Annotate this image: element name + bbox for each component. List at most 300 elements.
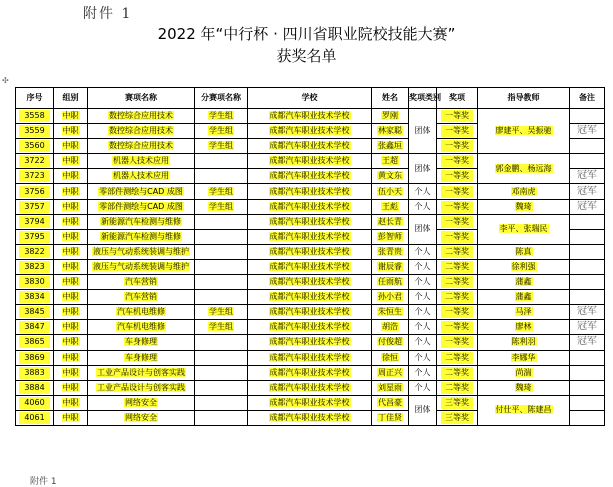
table-row <box>16 244 605 259</box>
header-cell: 赛项名称 <box>88 88 195 109</box>
note-cell <box>570 139 605 154</box>
group-cell <box>54 139 88 154</box>
teacher-cell-text: 陈利羽 <box>511 337 536 347</box>
student-name-cell-text: 张青贵 <box>378 246 402 256</box>
award-cell-text: 二等奖 <box>441 246 474 258</box>
event-cell <box>88 290 195 305</box>
note-cell <box>570 229 605 244</box>
student-name-cell-text: 张鑫垣 <box>378 141 402 151</box>
group-cell <box>54 199 88 214</box>
sub-event-cell-text: 学生组 <box>209 141 233 151</box>
teacher-cell-text: 徐利强 <box>511 261 536 271</box>
sub-event-cell <box>195 184 248 199</box>
school-cell <box>248 214 372 229</box>
header-cell: 序号 <box>16 88 54 109</box>
school-cell-text: 成都汽车职业技术学校 <box>269 201 350 211</box>
award-category-cell-text: 个人 <box>414 307 431 317</box>
note-cell-text: 冠军 <box>577 200 597 212</box>
award-category-cell-text: 团体 <box>414 163 431 173</box>
teacher-cell-text: 邓南虎 <box>511 186 536 196</box>
award-cell-text: 一等奖 <box>441 201 474 213</box>
student-name-cell-text: 周正兴 <box>378 367 402 377</box>
note-cell <box>570 350 605 365</box>
sub-event-cell <box>195 275 248 290</box>
student-name-cell-text: 王超 <box>382 156 398 166</box>
student-name-cell-text: 任雨航 <box>378 277 402 287</box>
school-cell <box>248 320 372 335</box>
group-cell <box>54 109 88 124</box>
group-cell <box>54 275 88 290</box>
student-name-cell <box>372 335 409 350</box>
student-name-cell <box>372 244 409 259</box>
serial-cell-text: 3559 <box>19 125 49 137</box>
group-cell <box>54 124 88 139</box>
serial-cell <box>16 154 54 169</box>
document-subtitle: 获奖名单 <box>276 47 337 65</box>
table-row <box>16 199 605 214</box>
group-cell-text: 中职 <box>62 322 79 332</box>
group-cell <box>54 320 88 335</box>
award-cell <box>437 124 478 139</box>
award-category-cell <box>409 184 437 199</box>
award-cell <box>437 229 478 244</box>
note-cell-text: 冠军 <box>577 170 597 182</box>
serial-cell-text: 4061 <box>19 412 49 424</box>
award-category-cell <box>409 275 437 290</box>
school-cell-text: 成都汽车职业技术学校 <box>269 156 350 166</box>
header-cell: 奖项类别 <box>409 88 437 109</box>
award-cell-text: 二等奖 <box>441 291 474 303</box>
serial-cell-text: 3834 <box>19 291 49 303</box>
group-cell-text: 中职 <box>62 307 79 317</box>
award-category-cell-text: 团体 <box>414 224 431 234</box>
student-name-cell <box>372 184 409 199</box>
award-cell-text: 二等奖 <box>441 367 474 379</box>
school-cell <box>248 305 372 320</box>
award-cell-text: 三等奖 <box>441 397 474 409</box>
event-cell <box>88 109 195 124</box>
school-cell-text: 成都汽车职业技术学校 <box>269 367 350 377</box>
serial-cell-text: 3794 <box>19 216 49 228</box>
group-cell-text: 中职 <box>62 261 79 271</box>
sub-event-cell <box>195 320 248 335</box>
sub-event-cell-text: 学生组 <box>209 111 233 121</box>
group-cell <box>54 229 88 244</box>
event-cell-text: 零部件测绘与CAD 成图 <box>99 186 183 196</box>
event-cell <box>88 169 195 184</box>
event-cell-text: 零部件测绘与CAD 成图 <box>99 201 183 211</box>
student-name-cell-text: 伍小天 <box>378 186 402 196</box>
school-cell <box>248 169 372 184</box>
award-category-cell-text: 个人 <box>414 201 431 211</box>
note-cell-text: 冠军 <box>577 306 597 318</box>
sub-event-cell-text: 学生组 <box>209 186 233 196</box>
school-cell <box>248 380 372 395</box>
note-cell <box>570 154 605 169</box>
table-row <box>16 395 605 410</box>
note-cell <box>570 259 605 274</box>
school-cell <box>248 395 372 410</box>
group-cell-text: 中职 <box>62 277 79 287</box>
award-cell-text: 一等奖 <box>441 140 474 152</box>
student-name-cell-text: 代昌豪 <box>378 397 402 407</box>
header-cell: 学校 <box>248 88 372 109</box>
sub-event-cell <box>195 214 248 229</box>
award-cell <box>437 410 478 425</box>
sub-event-cell <box>195 290 248 305</box>
award-cell-text: 一等奖 <box>441 110 474 122</box>
award-category-cell-text: 个人 <box>414 367 431 377</box>
school-cell <box>248 139 372 154</box>
student-name-cell-text: 赵长青 <box>378 216 402 226</box>
note-cell-text: 冠军 <box>577 336 597 348</box>
event-cell <box>88 259 195 274</box>
serial-cell <box>16 244 54 259</box>
award-cell <box>437 320 478 335</box>
student-name-cell <box>372 139 409 154</box>
award-category-cell <box>409 199 437 214</box>
group-cell <box>54 184 88 199</box>
note-cell <box>570 365 605 380</box>
event-cell-text: 机器人技术应用 <box>113 156 169 166</box>
teacher-cell-text: 陈真 <box>515 246 532 256</box>
serial-cell-text: 3757 <box>19 201 49 213</box>
event-cell <box>88 139 195 154</box>
serial-cell-text: 3558 <box>19 110 49 122</box>
group-cell <box>54 154 88 169</box>
school-cell-text: 成都汽车职业技术学校 <box>269 141 350 151</box>
student-name-cell <box>372 395 409 410</box>
group-cell <box>54 244 88 259</box>
award-cell-text: 二等奖 <box>441 276 474 288</box>
award-category-cell-text: 个人 <box>414 382 431 392</box>
event-cell <box>88 154 195 169</box>
event-cell-text: 汽车营销 <box>125 292 157 302</box>
award-category-cell <box>409 154 437 184</box>
serial-cell <box>16 184 54 199</box>
award-cell-text: 二等奖 <box>441 352 474 364</box>
event-cell-text: 数控综合应用技术 <box>109 126 173 136</box>
event-cell-text: 液压与气动系统装调与维护 <box>93 246 189 256</box>
sub-event-cell <box>195 410 248 425</box>
teacher-cell <box>478 259 570 274</box>
award-cell <box>437 275 478 290</box>
award-category-cell-text: 团体 <box>414 126 431 136</box>
student-name-cell-text: 付俊超 <box>378 337 402 347</box>
note-cell <box>570 290 605 305</box>
student-name-cell <box>372 380 409 395</box>
group-cell-text: 中职 <box>62 412 79 422</box>
award-cell <box>437 259 478 274</box>
serial-cell-text: 3883 <box>19 367 49 379</box>
award-cell <box>437 184 478 199</box>
school-cell-text: 成都汽车职业技术学校 <box>269 186 350 196</box>
sub-event-cell <box>195 365 248 380</box>
student-name-cell <box>372 154 409 169</box>
teacher-cell-text: 李平、张瑞民 <box>499 224 548 234</box>
teacher-cell <box>478 380 570 395</box>
table-move-handle-icon[interactable]: ✣ <box>2 76 9 85</box>
teacher-cell-text: 魏琦 <box>515 201 532 211</box>
teacher-cell <box>478 335 570 350</box>
event-cell <box>88 199 195 214</box>
serial-cell <box>16 259 54 274</box>
school-cell-text: 成都汽车职业技术学校 <box>269 126 350 136</box>
group-cell-text: 中职 <box>62 186 79 196</box>
student-name-cell-text: 王彪 <box>382 201 398 211</box>
student-name-cell-text: 朱恒生 <box>378 307 402 317</box>
school-cell-text: 成都汽车职业技术学校 <box>269 111 350 121</box>
serial-cell <box>16 305 54 320</box>
teacher-cell-text: 李娜华 <box>511 352 536 362</box>
event-cell <box>88 380 195 395</box>
award-category-cell <box>409 320 437 335</box>
event-cell <box>88 365 195 380</box>
serial-cell <box>16 290 54 305</box>
school-cell-text: 成都汽车职业技术学校 <box>269 216 350 226</box>
event-cell-text: 数控综合应用技术 <box>109 111 173 121</box>
note-cell <box>570 124 605 139</box>
school-cell-text: 成都汽车职业技术学校 <box>269 322 350 332</box>
teacher-cell <box>478 154 570 184</box>
serial-cell <box>16 410 54 425</box>
group-cell-text: 中职 <box>62 141 79 151</box>
table-row <box>16 275 605 290</box>
note-cell <box>570 320 605 335</box>
group-cell <box>54 169 88 184</box>
teacher-cell <box>478 350 570 365</box>
group-cell-text: 中职 <box>62 171 79 181</box>
student-name-cell <box>372 350 409 365</box>
group-cell-text: 中职 <box>62 337 79 347</box>
award-cell <box>437 305 478 320</box>
group-cell-text: 中职 <box>62 382 79 392</box>
note-cell <box>570 169 605 184</box>
event-cell-text: 新能源汽车检测与维修 <box>101 231 181 241</box>
school-cell-text: 成都汽车职业技术学校 <box>269 412 350 422</box>
teacher-cell <box>478 109 570 154</box>
table-row <box>16 184 605 199</box>
award-cell-text: 一等奖 <box>441 186 474 198</box>
award-category-cell-text: 个人 <box>414 277 431 287</box>
award-category-cell <box>409 335 437 350</box>
event-cell-text: 汽车机电维修 <box>117 307 165 317</box>
teacher-cell <box>478 244 570 259</box>
award-category-cell <box>409 290 437 305</box>
school-cell-text: 成都汽车职业技术学校 <box>269 397 350 407</box>
serial-cell <box>16 365 54 380</box>
sub-event-cell <box>195 169 248 184</box>
award-category-cell <box>409 109 437 154</box>
group-cell-text: 中职 <box>62 367 79 377</box>
event-cell <box>88 124 195 139</box>
header-cell: 奖项 <box>437 88 478 109</box>
award-cell-text: 一等奖 <box>441 125 474 137</box>
group-cell-text: 中职 <box>62 201 79 211</box>
school-cell <box>248 335 372 350</box>
student-name-cell-text: 谢辰睿 <box>378 261 402 271</box>
award-cell <box>437 380 478 395</box>
event-cell <box>88 410 195 425</box>
award-cell-text: 三等奖 <box>441 412 474 424</box>
event-cell-text: 数控综合应用技术 <box>109 141 173 151</box>
event-cell <box>88 229 195 244</box>
serial-cell <box>16 139 54 154</box>
teacher-cell-text: 魏琦 <box>515 382 532 392</box>
award-cell <box>437 214 478 229</box>
group-cell-text: 中职 <box>62 231 79 241</box>
award-category-cell-text: 个人 <box>414 292 431 302</box>
serial-cell <box>16 229 54 244</box>
note-cell <box>570 410 605 425</box>
school-cell <box>248 365 372 380</box>
group-cell-text: 中职 <box>62 246 79 256</box>
student-name-cell <box>372 199 409 214</box>
school-cell-text: 成都汽车职业技术学校 <box>269 382 350 392</box>
header-cell: 指导教师 <box>478 88 570 109</box>
group-cell-text: 中职 <box>62 111 79 121</box>
award-cell <box>437 139 478 154</box>
serial-cell <box>16 320 54 335</box>
sub-event-cell <box>195 380 248 395</box>
serial-cell-text: 3847 <box>19 321 49 333</box>
student-name-cell <box>372 169 409 184</box>
teacher-cell <box>478 290 570 305</box>
event-cell-text: 液压与气动系统装调与维护 <box>93 261 189 271</box>
teacher-cell <box>478 184 570 199</box>
school-cell-text: 成都汽车职业技术学校 <box>269 352 350 362</box>
school-cell <box>248 124 372 139</box>
award-cell <box>437 350 478 365</box>
group-cell-text: 中职 <box>62 126 79 136</box>
note-cell <box>570 335 605 350</box>
serial-cell-text: 3869 <box>19 352 49 364</box>
note-cell-text: 冠军 <box>577 321 597 333</box>
serial-cell-text: 3723 <box>19 170 49 182</box>
sub-event-cell <box>195 350 248 365</box>
award-category-cell <box>409 214 437 244</box>
teacher-cell <box>478 199 570 214</box>
serial-cell <box>16 109 54 124</box>
school-cell <box>248 109 372 124</box>
event-cell-text: 新能源汽车检测与维修 <box>101 216 181 226</box>
sub-event-cell <box>195 244 248 259</box>
event-cell <box>88 350 195 365</box>
award-category-cell-text: 个人 <box>414 352 431 362</box>
student-name-cell-text: 彭智师 <box>378 231 402 241</box>
school-cell <box>248 229 372 244</box>
sub-event-cell <box>195 229 248 244</box>
teacher-cell <box>478 395 570 425</box>
sub-event-cell-text: 学生组 <box>209 307 233 317</box>
sub-event-cell <box>195 395 248 410</box>
serial-cell <box>16 380 54 395</box>
student-name-cell-text: 孙小君 <box>378 292 402 302</box>
sub-event-cell <box>195 139 248 154</box>
school-cell <box>248 275 372 290</box>
sub-event-cell <box>195 259 248 274</box>
school-cell-text: 成都汽车职业技术学校 <box>269 292 350 302</box>
header-cell: 分赛项名称 <box>195 88 248 109</box>
school-cell <box>248 184 372 199</box>
award-category-cell-text: 团体 <box>414 405 431 415</box>
group-cell <box>54 290 88 305</box>
note-cell <box>570 275 605 290</box>
school-cell-text: 成都汽车职业技术学校 <box>269 277 350 287</box>
sub-event-cell <box>195 305 248 320</box>
award-category-cell-text: 个人 <box>414 186 431 196</box>
serial-cell-text: 3560 <box>19 140 49 152</box>
school-cell <box>248 290 372 305</box>
serial-cell <box>16 199 54 214</box>
school-cell-text: 成都汽车职业技术学校 <box>269 231 350 241</box>
event-cell-text: 车身修理 <box>125 337 157 347</box>
group-cell-text: 中职 <box>62 292 79 302</box>
student-name-cell <box>372 410 409 425</box>
school-cell <box>248 259 372 274</box>
serial-cell-text: 3822 <box>19 246 49 258</box>
table-row <box>16 350 605 365</box>
award-cell-text: 一等奖 <box>441 306 474 318</box>
table-row <box>16 320 605 335</box>
award-category-cell-text: 个人 <box>414 337 431 347</box>
award-category-cell <box>409 380 437 395</box>
award-cell <box>437 154 478 169</box>
award-cell <box>437 199 478 214</box>
award-cell <box>437 290 478 305</box>
student-name-cell-text: 刘星雨 <box>378 382 402 392</box>
student-name-cell <box>372 365 409 380</box>
event-cell-text: 机器人技术应用 <box>113 171 169 181</box>
award-cell <box>437 169 478 184</box>
header-cell: 备注 <box>570 88 605 109</box>
serial-cell-text: 3830 <box>19 276 49 288</box>
group-cell-text: 中职 <box>62 216 79 226</box>
award-cell-text: 一等奖 <box>441 216 474 228</box>
table-body <box>16 109 605 426</box>
award-cell-text: 一等奖 <box>441 231 474 243</box>
teacher-cell <box>478 275 570 290</box>
sub-event-cell-text: 学生组 <box>209 201 233 211</box>
serial-cell-text: 3756 <box>19 186 49 198</box>
school-cell <box>248 154 372 169</box>
group-cell-text: 中职 <box>62 352 79 362</box>
student-name-cell-text: 罗刚 <box>382 111 398 121</box>
serial-cell <box>16 214 54 229</box>
school-cell <box>248 350 372 365</box>
student-name-cell <box>372 290 409 305</box>
event-cell-text: 工业产品设计与创客实践 <box>97 367 185 377</box>
note-cell <box>570 395 605 410</box>
teacher-cell-text: 廖建平、吴振驰 <box>495 126 552 136</box>
serial-cell-text: 3865 <box>19 336 49 348</box>
event-cell <box>88 320 195 335</box>
sub-event-cell <box>195 154 248 169</box>
award-cell-text: 二等奖 <box>441 382 474 394</box>
student-name-cell-text: 黄文东 <box>378 171 402 181</box>
serial-cell <box>16 335 54 350</box>
school-cell <box>248 244 372 259</box>
table-row <box>16 259 605 274</box>
award-category-cell <box>409 259 437 274</box>
school-cell <box>248 199 372 214</box>
note-cell <box>570 214 605 229</box>
group-cell <box>54 259 88 274</box>
serial-cell-text: 4060 <box>19 397 49 409</box>
event-cell <box>88 305 195 320</box>
serial-cell-text: 3722 <box>19 155 49 167</box>
teacher-cell-text: 廖林 <box>515 322 532 332</box>
